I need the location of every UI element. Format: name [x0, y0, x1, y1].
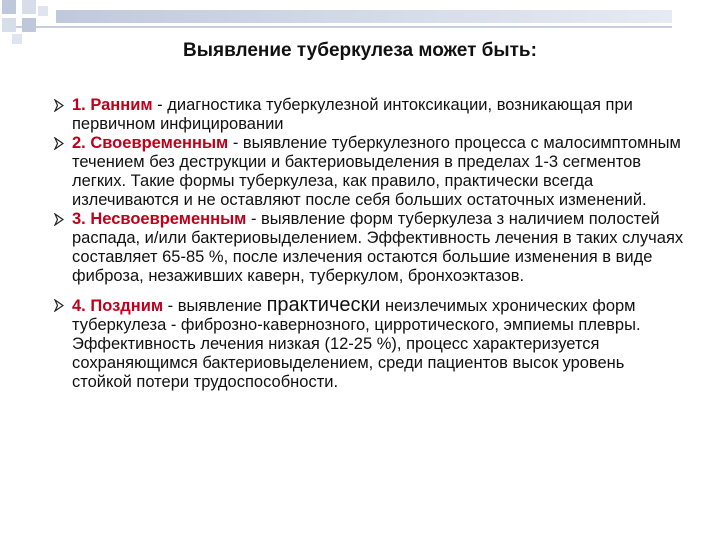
item-text: - диагностика туберкулезной интоксикации, возникающая при первичном инфицировании [72, 96, 633, 133]
item-lead: 3. Несвоевременным [72, 210, 247, 228]
arrow-bullet-icon [54, 299, 64, 312]
item-lead: 2. Своевременным [72, 134, 229, 152]
deco-square [38, 6, 48, 16]
item-text: неизлечимых хронических форм туберкулеза - фиброзно-кавернозного, цирротического, эмпиемы плевры. Эффективность лечения низкая (12-25 %), процесс характеризуется сохраняющимся бактериовыделением, среди пациентов высок уровень стойкой потери трудоспособности. [72, 297, 641, 391]
header-line [12, 26, 672, 28]
item-text: - выявление форм туберкулеза з наличием полостей распада, и/или бактериовыделением. Эффективность лечения в таких случаях составляет 65-85 %, после излечения остаются большие изменения в виде фиброза, незаживших каверн, туберкулом, бронхоэктазов. [72, 210, 684, 285]
bullet-list [56, 96, 686, 392]
list-item [56, 296, 686, 392]
deco-square [2, 18, 16, 32]
list-item [56, 134, 686, 210]
list-item [56, 96, 686, 134]
item-lead: 1. Ранним [72, 96, 153, 114]
header-stripe [56, 10, 672, 23]
item-emphasis: практически [266, 294, 381, 316]
arrow-bullet-icon [54, 137, 64, 150]
item-text: - выявление [163, 297, 267, 315]
deco-square [22, 0, 36, 14]
item-text: - выявление туберкулезного процесса с малосимптомным течением без деструкции и бактериовыделения в пределах 1-3 сегментов легких. Такие формы туберкулеза, как правило, практически всегда излечиваются и не оставляют после себя больших остаточных изменений. [72, 134, 681, 209]
arrow-bullet-icon [54, 213, 64, 226]
slide-title: Выявление туберкулеза может быть: [183, 40, 537, 61]
list-item [56, 210, 686, 286]
item-lead: 4. Поздним [72, 297, 164, 315]
deco-square [22, 18, 36, 32]
deco-square [2, 0, 16, 14]
arrow-bullet-icon [54, 99, 64, 112]
